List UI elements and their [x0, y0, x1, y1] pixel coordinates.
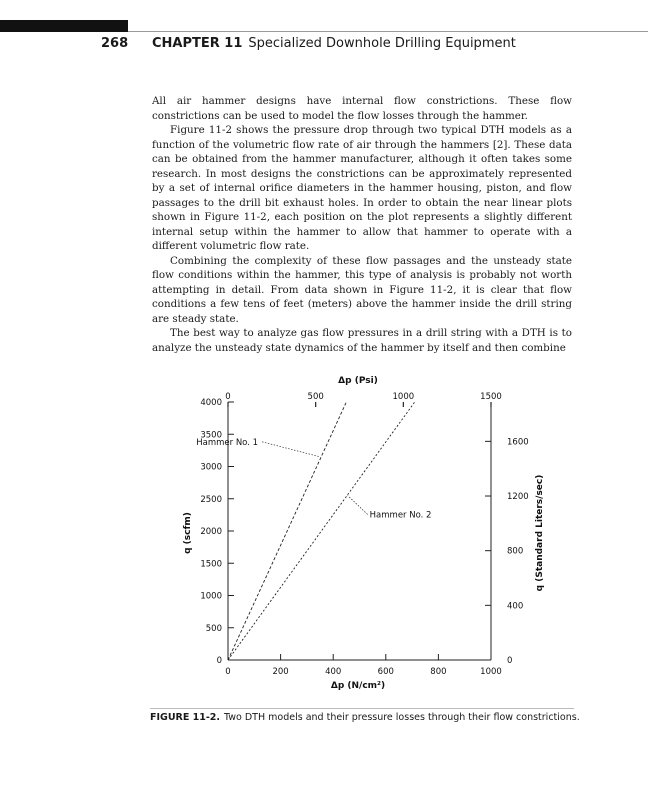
left-tick-label: 2000 [200, 527, 222, 537]
right-tick-label: 400 [507, 601, 524, 612]
figure-caption [150, 712, 590, 723]
header-rule [128, 31, 648, 32]
series-leader-2 [348, 496, 368, 515]
chapter-label: CHAPTER 11 [152, 36, 243, 51]
left-tick-label: 3000 [200, 462, 222, 473]
top-axis-label: Δp (Psi) [338, 376, 378, 386]
caption-text: Two DTH models and their pressure losses through their flow constrictions. [224, 712, 580, 723]
bottom-tick-label: 200 [272, 667, 289, 677]
plot-axes [228, 402, 491, 660]
left-tick-label: 4000 [200, 398, 222, 408]
paragraph-4: The best way to analyze gas flow pressures in a drill string with a DTH is to analyze the unsteady state dynamics of the hammer by itself and then combine [152, 327, 572, 354]
left-tick-label: 3500 [200, 430, 222, 441]
left-tick-label: 0 [216, 656, 222, 666]
left-tick-label: 1500 [200, 559, 222, 570]
paragraph-1: All air hammer designs have internal flow constrictions. These flow constrictions can be used to model the flow losses through the hammer. [152, 95, 572, 122]
bottom-tick-label: 0 [225, 667, 231, 677]
right-tick-label: 0 [507, 656, 513, 666]
left-axis-label: q (scfm) [183, 512, 193, 554]
top-tick-label: 500 [307, 392, 324, 402]
top-tick-label: 0 [225, 392, 231, 402]
bottom-tick-label: 600 [377, 667, 394, 677]
bottom-tick-label: 1000 [480, 667, 502, 677]
right-axis-label: q (Standard Liters/sec) [535, 474, 545, 592]
right-tick-label: 1600 [507, 437, 529, 448]
header-bar [0, 20, 128, 32]
chapter-heading [152, 36, 516, 51]
series-label-2: Hammer No. 2 [369, 510, 432, 521]
right-tick-label: 1200 [507, 492, 529, 503]
page-number: 268 [101, 36, 129, 51]
plot-ticks [200, 392, 528, 677]
bottom-tick-label: 800 [430, 667, 447, 677]
bottom-axis-label: Δp (N/cm²) [330, 681, 386, 691]
left-tick-label: 2500 [200, 494, 222, 505]
left-tick-label: 500 [205, 623, 222, 634]
series-leader-1 [262, 442, 320, 457]
caption-label: FIGURE 11-2. [150, 712, 221, 723]
caption-rule [150, 708, 574, 709]
right-tick-label: 800 [507, 546, 524, 557]
paragraph-3: Combining the complexity of these flow passages and the unsteady state flow conditions within the hammer, this type of analysis is probably not worth attempting in detail. From data shown in Figure 11-2, it is clear that flow conditions a few tens of feet (meters) above the hammer inside the drill string are steady state. [152, 254, 572, 325]
bottom-tick-label: 400 [325, 667, 342, 677]
series-label-1: Hammer No. 1 [196, 437, 259, 448]
top-tick-label: 1000 [392, 392, 415, 402]
figure-chart [150, 370, 590, 700]
body-text [152, 94, 572, 355]
chapter-title: Specialized Downhole Drilling Equipment [248, 36, 516, 51]
top-tick-label: 1500 [480, 392, 502, 402]
paragraph-2: Figure 11-2 shows the pressure drop through two typical DTH models as a function of the volumetric flow rate of air through the hammers [2]. These data can be obtained from the hammer manufacturer, although it often takes some research. In most designs the constrictions can be approximately represented by a set of internal orifice diameters in the hammer housing, piston, and flow passages to the drill bit exhaust holes. In order to obtain the near linear plots shown in Figure 11-2, each position on the plot represents a slightly different internal setup within the hammer to allow that hammer to operate with a different volumetric flow rate. [152, 124, 572, 252]
left-tick-label: 1000 [200, 591, 222, 602]
